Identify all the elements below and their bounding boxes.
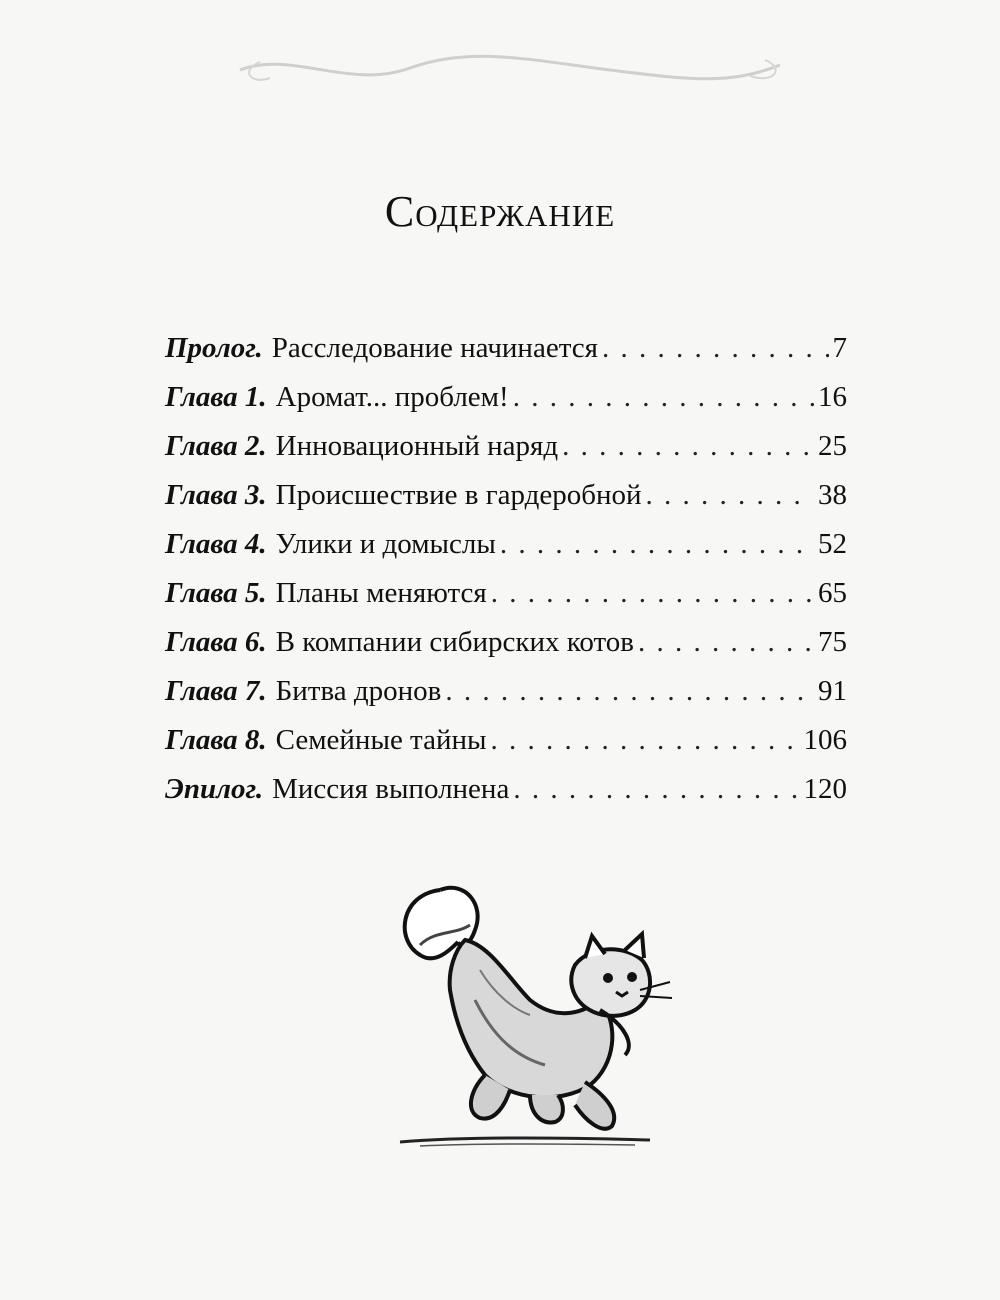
toc-entry-label: Глава 2.: [165, 430, 267, 462]
toc-leader-dots: [490, 724, 799, 757]
toc-leader-dots: [562, 430, 814, 463]
running-cat-icon: [380, 850, 680, 1160]
toc-entry: [165, 430, 847, 479]
toc-entry-page: 52: [818, 528, 847, 560]
toc-entry: [165, 332, 847, 381]
toc-entry-label: Глава 4.: [165, 528, 267, 560]
toc-leader-dots: [513, 773, 799, 806]
toc-entry-page: 65: [818, 577, 847, 609]
header-ornament-icon: [230, 40, 790, 100]
toc-leader-dots: [602, 332, 829, 365]
toc-entry-label: Глава 6.: [165, 626, 267, 658]
toc-entry: [165, 381, 847, 430]
toc-entry-title: Расследование начинается: [271, 332, 598, 364]
toc-entry-title: Аромат... проблем!: [275, 381, 509, 413]
toc-leader-dots: [646, 479, 814, 512]
toc-entry: [165, 773, 847, 822]
toc-entry-page: 91: [818, 675, 847, 707]
toc-entry-label: Глава 3.: [165, 479, 267, 511]
toc-entry-title: Инновационный наряд: [275, 430, 559, 462]
page-title: Содержание: [384, 187, 616, 236]
toc-entry: [165, 577, 847, 626]
toc-entry-page: 25: [818, 430, 847, 462]
toc-entry: [165, 528, 847, 577]
toc-entry-label: Эпилог.: [165, 773, 264, 805]
toc-entry-title: Улики и домыслы: [275, 528, 496, 560]
toc-entry: [165, 479, 847, 528]
toc-entry-title: В компании сибирских котов: [275, 626, 634, 658]
toc-entry-label: Глава 8.: [165, 724, 267, 756]
toc-entry-title: Происшествие в гардеробной: [275, 479, 642, 511]
toc-entry-page: 106: [803, 724, 847, 756]
toc-entry-title: Планы меняются: [275, 577, 487, 609]
toc-leader-dots: [491, 577, 814, 610]
toc-entry: [165, 626, 847, 675]
toc-entry: [165, 724, 847, 773]
toc-leader-dots: [500, 528, 814, 561]
toc-entry-label: Пролог.: [165, 332, 263, 364]
toc-entry-page: 7: [832, 332, 847, 364]
toc-entry: [165, 675, 847, 724]
toc-entry-page: 120: [803, 773, 847, 805]
toc-entry-page: 16: [818, 381, 847, 413]
toc-entry-page: 38: [818, 479, 847, 511]
toc-entry-title: Семейные тайны: [275, 724, 487, 756]
toc-entry-title: Битва дронов: [275, 675, 442, 707]
toc-entry-label: Глава 1.: [165, 381, 267, 413]
toc-entry-label: Глава 5.: [165, 577, 267, 609]
toc-entry-page: 75: [818, 626, 847, 658]
toc-leader-dots: [638, 626, 814, 659]
toc-leader-dots: [445, 675, 814, 708]
toc-entry-title: Миссия выполнена: [272, 773, 510, 805]
toc-entry-label: Глава 7.: [165, 675, 267, 707]
toc-leader-dots: [513, 381, 814, 414]
table-of-contents: [165, 332, 847, 822]
